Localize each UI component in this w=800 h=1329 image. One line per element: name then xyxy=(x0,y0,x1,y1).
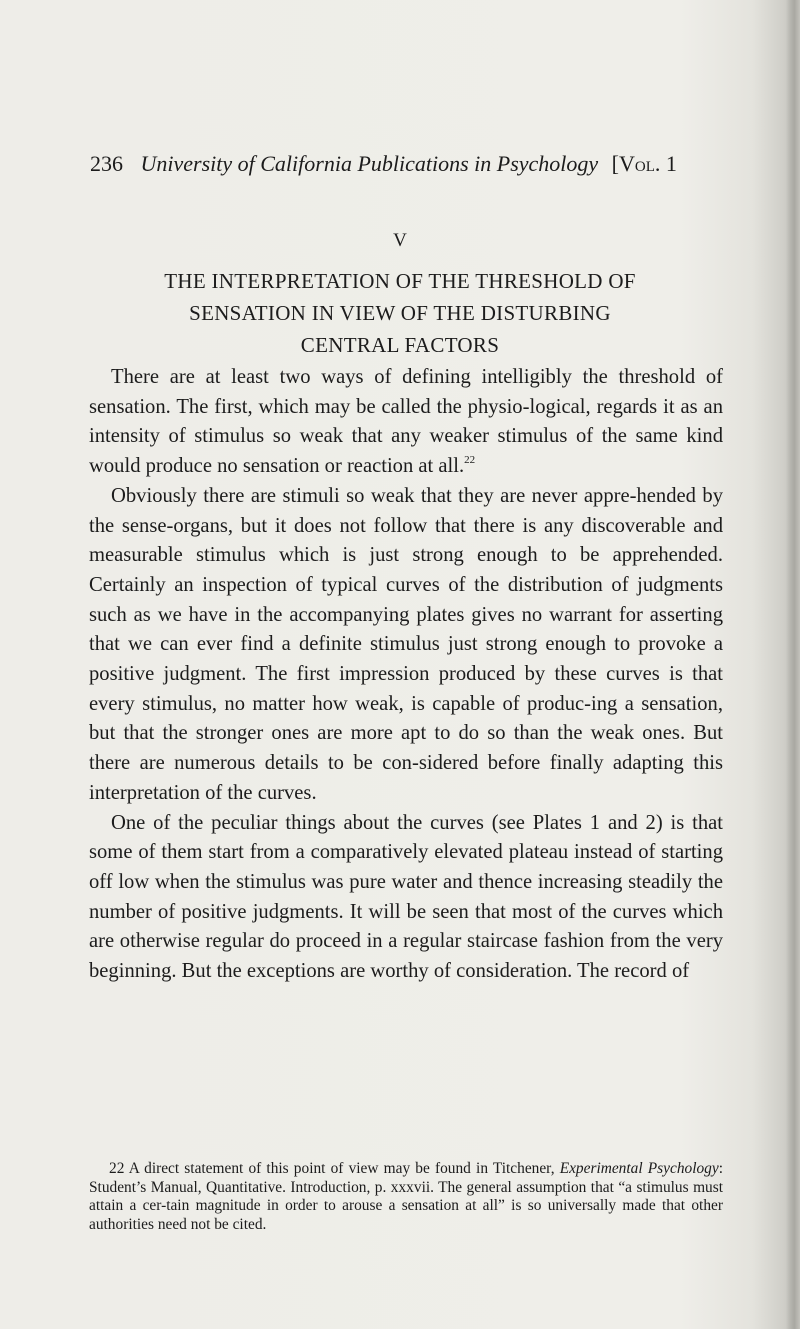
chapter-number: V xyxy=(393,230,407,251)
running-head xyxy=(90,151,780,177)
page-edge-shadow xyxy=(786,0,800,1329)
footnote xyxy=(89,1160,723,1234)
footnote-reference: 22 xyxy=(464,454,476,467)
page-number: 236 xyxy=(90,151,123,176)
footnote-number: 22 xyxy=(109,1160,125,1177)
footnote-lead: A direct statement of this point of view may be found in Titchener, xyxy=(128,1160,555,1177)
body-text xyxy=(89,363,723,987)
paragraph-text: There are at least two ways of defining intelligibly the threshold of sensation. The first, which may be called the physio-logical, regards it as an intensity of stimulus so weak that any weaker stimulus of the same kind would produce no sensation or reaction at all. xyxy=(89,366,723,478)
footnote-rest: : Student’s Manual, Quantitative. Introduction, p. xxxvii. The general assumption that “a stimulus must attain a cer-tain magnitude in order to arouse a sensation at all” is so universally made that other authorities need not be cited. xyxy=(89,1160,723,1233)
volume-label: [Vol. 1 xyxy=(611,151,677,176)
chapter-title-line: THE INTERPRETATION OF THE THRESHOLD OF xyxy=(164,269,636,293)
paragraph: Obviously there are stimuli so weak that they are never appre-hended by the sense-organs, but it does not follow that there is any discoverable and measurable stimulus which is just strong enough to be apprehended. Certainly an inspection of typical curves of the distribution of judgments such as we have in the accompanying plates gives no warrant for asserting that we can ever find a definite stimulus just strong enough to provoke a positive judgment. The first impression produced by these curves is that every stimulus, no matter how weak, is capable of produc-ing a sensation, but that the stronger ones are more apt to do so than the weak ones. But there are numerous details to be con-sidered before finally adapting this interpretation of the curves. xyxy=(89,484,723,804)
chapter-title-line: CENTRAL FACTORS xyxy=(300,333,500,357)
paragraph xyxy=(89,363,723,482)
paragraph: One of the peculiar things about the curves (see Plates 1 and 2) is that some of them start from a comparatively elevated plateau instead of starting off low when the stimulus was pure water and thence increasing steadily the number of positive judgments. It will be seen that most of the curves which are otherwise regular do proceed in a regular staircase fashion from the very beginning. But the exceptions are worthy of consideration. The record of xyxy=(89,811,723,983)
cited-work-title: Experimental Psychology xyxy=(559,1160,719,1177)
chapter-title xyxy=(150,265,650,361)
chapter-title-line: SENSATION IN VIEW OF THE DISTURBING xyxy=(189,301,611,325)
publication-title: University of California Publications in Psychology xyxy=(140,151,599,176)
footnote-text xyxy=(89,1160,723,1234)
